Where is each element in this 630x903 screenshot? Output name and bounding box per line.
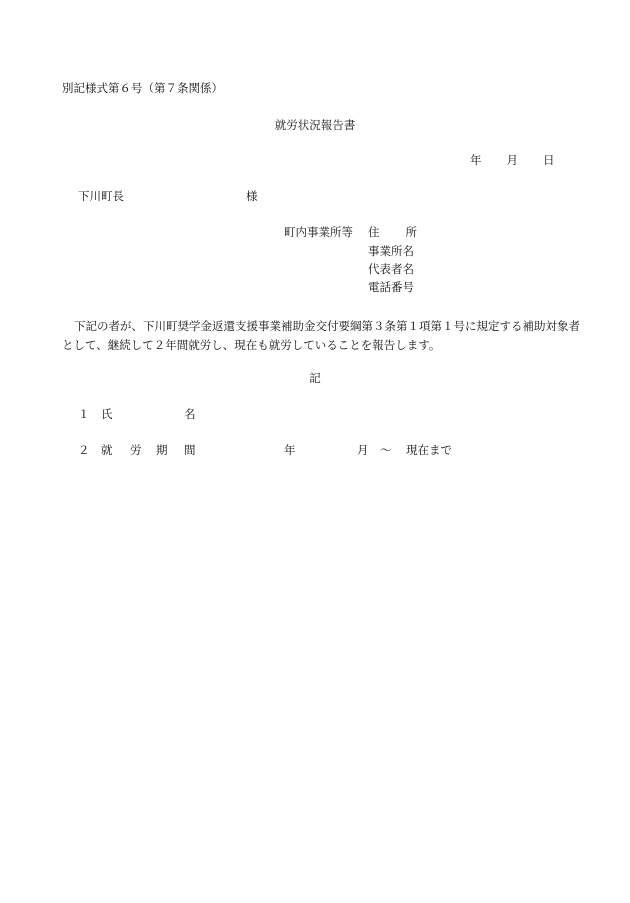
date-line	[470, 153, 555, 168]
reporter-representative-label: 代表者名	[368, 262, 414, 276]
ki-heading: 記	[309, 371, 321, 385]
report-body-text: 下記の者が、下川町奨学金返還支援事業補助金交付要綱第３条第１項第１号に規定する補助対象者として、継続して２年間就労し、現在も就労していることを報告します。	[62, 319, 580, 352]
date-month-label: 月	[506, 153, 518, 167]
item2-label-char-4: 間	[184, 443, 196, 457]
reporter-heading: 町内事業所等	[284, 225, 353, 239]
reporter-office-name-label: 事業所名	[368, 244, 414, 258]
item1-number: １	[78, 407, 90, 421]
item2-label-char-3: 期	[156, 443, 168, 457]
item2-until-present-label: 現在まで	[406, 443, 452, 457]
reporter-address-label	[368, 225, 417, 240]
item1-name-label-char-2: 名	[184, 407, 196, 421]
item1-name-label-char-1: 氏	[101, 407, 113, 421]
item2-label-char-1: 就	[101, 443, 113, 457]
item2-range-tilde: ～	[380, 443, 392, 457]
item2-label-char-2: 労	[130, 443, 142, 457]
item2-month-label: 月	[357, 443, 369, 457]
form-number: 別記様式第６号（第７条関係）	[62, 81, 223, 95]
item2-number: ２	[78, 443, 90, 457]
reporter-address-char-2: 所	[405, 225, 417, 239]
date-year-label: 年	[470, 153, 482, 167]
addressee-name: 下川町長	[78, 189, 124, 203]
document-title: 就労状況報告書	[274, 118, 356, 132]
date-day-label: 日	[543, 153, 555, 167]
reporter-phone-label: 電話番号	[368, 280, 414, 294]
reporter-address-char-1: 住	[368, 225, 380, 239]
item2-year-label: 年	[284, 443, 296, 457]
addressee-honorific: 様	[246, 189, 258, 203]
